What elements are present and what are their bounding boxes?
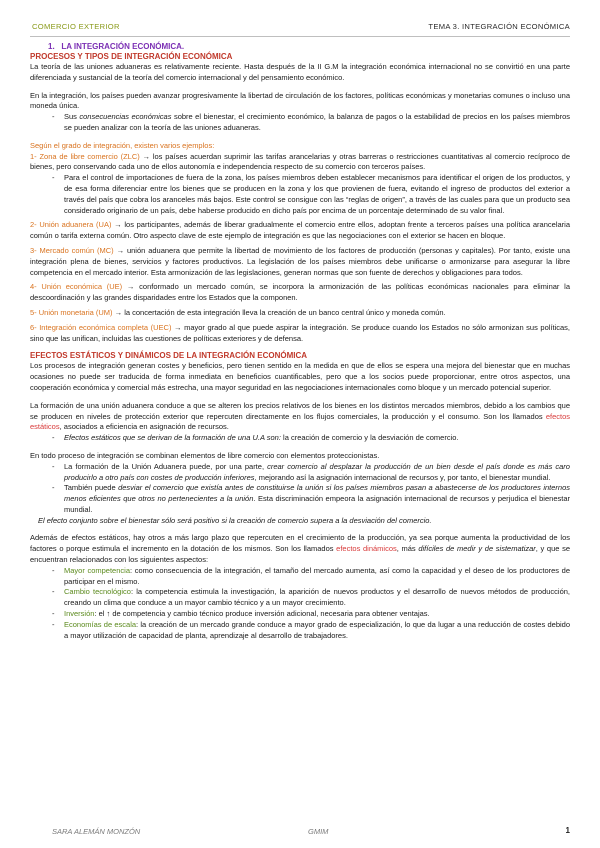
section-number: 1. [48,42,55,51]
page-number: 1 [565,826,570,835]
integration-mix-paragraph: En todo proceso de integración se combinan elementos de libre comercio con elementos proteccionistas. [30,450,380,460]
welfare-conclusion: El efecto conjunto sobre el bienestar sólo será positivo si la creación de comercio supera a la desviación del comercio. [38,515,432,525]
tech-change-bullet: - Cambio tecnológico: la competencia estimula la investigación, la aparición de nuevos productos y el desarrollo de nuevos métodos de producción, creando un clima que conduce a un mayor cambio técnico y a un mayor crecimiento. [30,587,570,609]
grade-ue: 4- Unión económica (UE) → conformado un mercado común, se incorpora la armonización de las políticas económicas nacionales para eliminar la descoordinación y las grandes disparidades entre los Estados que la componen. [30,282,570,303]
zlc-origin-bullet: - Para el control de importaciones de fuera de la zona, los países miembros deben establecer mecanismos para identificar el origen de los productos, y de esa forma diferenciar entre los bienes que se producen en la zona y los que provienen de fuera, evitando el ingreso de productos del exterior a través del país que cobra los aranceles más bajos. Este control se consigue con las “reglas de origen”, a través de las cuales para que un producto sea considerado originario de un país, debe haberse producido en dicho país por encima de un porcentaje determinado de su valor final. [30,173,570,216]
competition-bullet: - Mayor competencia: como consecuencia de la integración, el tamaño del mercado aumenta, así como la capacidad y el deseo de los productores de participar en el mismo. [30,566,570,588]
trade-diversion-bullet: - También puede desviar el comercio que existía antes de constituirse la unión si los países miembros pasan a abastecerse de los productores internos menos eficientes que otros no pertenecientes a la unión. Esta discriminación empeora la asignación internacional de recursos y perjudica el bienestar mundial. [30,483,570,515]
grades-intro: Según el grado de integración, existen varios ejemplos: [30,140,215,150]
grade-mc: 3- Mercado común (MC) → unión aduanera que permite la libertad de movimiento de los factores de producción (personas y capitales). Por tanto, existe una integración plena de bienes, servicios y factores productivos. La legislación de los países miembros debe unificarse o armonizarse para asegurar la libre competencia en el mercado interior. Esta armonización de las legislaciones, generan normas que son fuente de derechos y obligaciones para todos. [30,245,570,277]
grade-um: 5- Unión monetaria (UM) → la concertación de esta integración lleva la creación de un banco central único y moneda común. [30,307,446,317]
dynamic-effects-paragraph: Además de efectos estáticos, hay otros a más largo plazo que repercuten en el crecimiento de la producción, ya sea porque aumenta la productividad de los factores o porque estimula el incremento en la dotación de los mismos. Son los llamados efectos dinámicos, más difíciles de medir y de sistematizar, y que se encuentran relacionados con los siguientes aspectos: [30,533,571,565]
section-heading [30,42,570,52]
page-header [30,20,570,37]
integration-paragraph: En la integración, los países pueden avanzar progresivamente la libertad de circulación de los factores, políticas económicas y monetarias comunes o incluso una moneda única. [30,90,570,111]
static-effects-bullet: - Efectos estáticos que se derivan de la formación de una U.A son: la creación de comercio y la desviación de comercio. [30,433,570,444]
scale-economies-bullet: - Economías de escala: la creación de un mercado grande conduce a mayor grado de especialización, lo que da lugar a una reducción de costes debido a mayor utilización de capacidad de planta, aprendizaje al desarrollo de trabajadores. [30,620,570,642]
header-topic: TEMA 3. INTEGRACIÓN ECONÓMICA [428,22,570,31]
effects-paragraph-1: Los procesos de integración generan costes y beneficios, pero tienen sentido en la medida en que de ellos se espera una mejora del bienestar que en muchas ocasiones no puede ser traducida de forma inmediata en beneficios cuantificables, pero que a los socios puede proporcionar, entre otros aspectos, una cooperación económica y comercial más estrecha, una mayor seguridad en las negociaciones internacionales como bloque y un mercado potencial superior. [30,361,570,392]
investment-bullet: - Inversión: el ↑ de competencia y cambio técnico produce inversión adicional, necesaria para obtener ventajas. [30,609,570,620]
intro-paragraph: La teoría de las uniones aduaneras es relativamente reciente. Hasta después de la II G.M la integración económica internacional no se convirtió en una parte diferenciada y sustancial de la teoría del comercio internacional y del pensamiento económico. [30,62,570,82]
footer-author: SARA ALEMÁN MONZÓN [52,827,141,836]
trade-creation-bullet: - La formación de la Unión Aduanera puede, por una parte, crear comercio al desplazar la producción de un bien desde el país donde es más caro producirlo a otro país con costes de producción inferiores, mejorando así la asignación internacional de recursos y, por tanto, el bienestar mundial. [30,462,570,484]
consequences-bullet: - Sus consecuencias económicas sobre el bienestar, el crecimiento económico, la balanza de pagos o la estabilidad de precios en los países miembros se pueden analizar con la teoría de las uniones aduaneras. [30,112,570,134]
grade-zlc: 1- Zona de libre comercio (ZLC) → los países acuerdan suprimir las tarifas arancelarias y otras barreras o restricciones cuantitativas al comercio recíproco de bienes, pero conservando cada uno de ellos autonomía e independencia respecto de su comercio con terceros países. [30,151,570,172]
footer-course: GMIM [308,827,329,836]
section-title: LA INTEGRACIÓN ECONÓMICA. [61,42,185,51]
page-content [30,42,570,641]
grade-ua: 2- Unión aduanera (UA) → los participantes, además de liberar gradualmente el comercio entre ellos, adoptan frente a terceros países una política arancelaria común o tarifa externa común. Otro aspecto clave de este ejemplo de integración es que las negociaciones con el exterior se hacen en bloque. [30,220,570,241]
effects-paragraph-2: La formación de una unión aduanera conduce a que se alteren los precios relativos de los bienes en los distintos mercados miembros, debido a los cambios que se producen en niveles de protección exterior que repercuten directamente en los flujos comerciales, la producción y el consumo. Son los llamados efectos estáticos, asociados a eficiencia en asignación de recursos. [30,400,570,432]
grade-uec: 6- Integración económica completa (UEC) → mayor grado al que puede aspirar la integración. Se produce cuando los Estados no sólo armonizan sus políticas, sino que las unifican, incluidas las cuestiones de políticas exteriores y de defensa. [30,322,570,343]
subheading-processes: PROCESOS Y TIPOS DE INTEGRACIÓN ECONÓMICA [30,52,233,61]
header-subject: COMERCIO EXTERIOR [32,22,120,31]
subheading-effects: EFECTOS ESTÁTICOS Y DINÁMICOS DE LA INTEGRACIÓN ECONÓMICA [30,351,308,361]
